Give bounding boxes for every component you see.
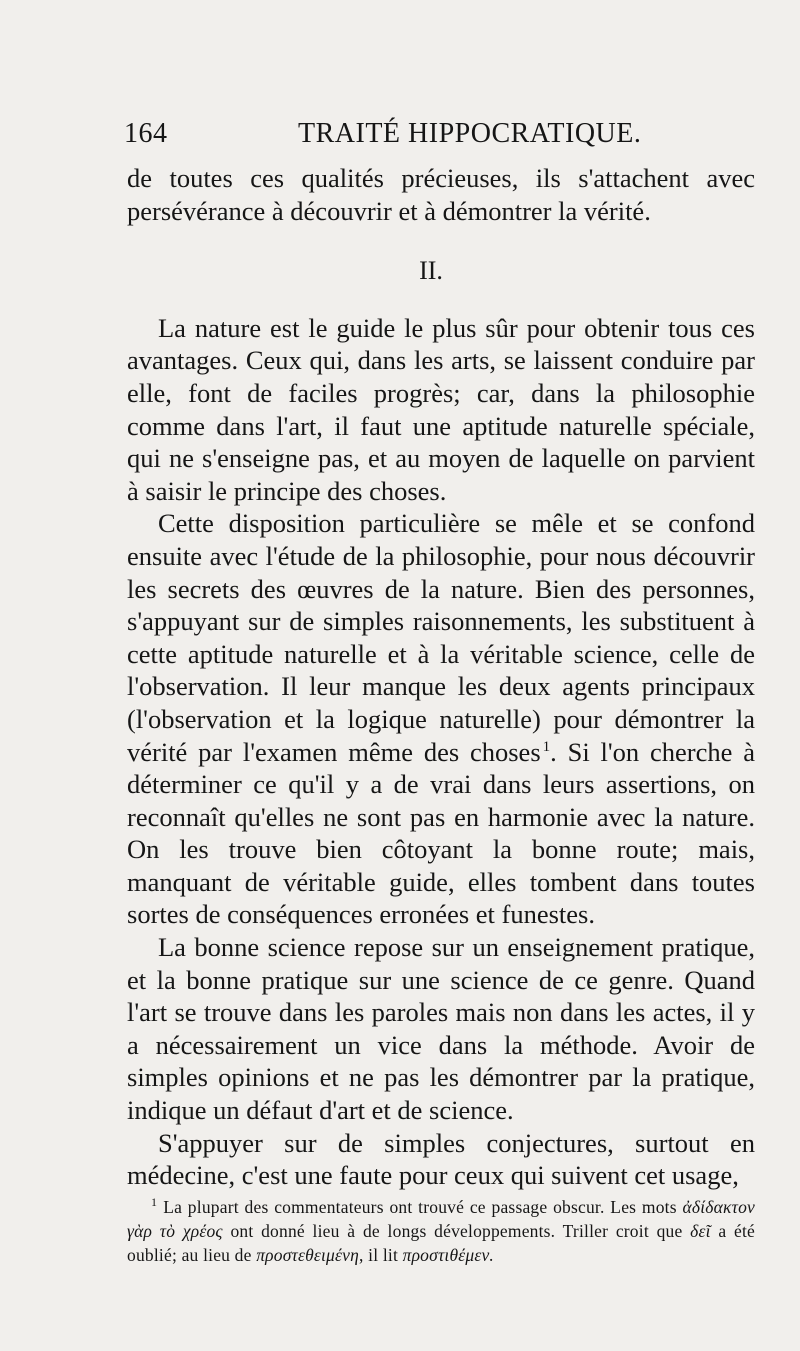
main-text	[127, 162, 755, 1192]
footnote	[127, 1195, 755, 1267]
opening-paragraph: de toutes ces qualités précieuses, ils s'attachent avec persévérance à découvrir et à démontrer la vérité.	[127, 163, 755, 226]
greek-word-3: προστεθειμένη	[256, 1245, 359, 1265]
footnote-mark: 1	[151, 1195, 158, 1210]
page-number: 164	[124, 118, 168, 149]
paragraph-3: La bonne science repose sur un enseignement pratique, et la bonne pratique sur une science de ce genre. Quand l'art se trouve dans les paroles mais non dans les actes, il y a nécessairement un vice dans la méthode. Avoir de simples opinions et ne pas les démontrer par la pratique, indique un défaut d'art et de science.	[127, 932, 755, 1126]
section-heading: II.	[419, 256, 443, 286]
paragraph-2-text-b: . Si l'on cherche à déterminer ce qu'il y a de vrai dans leurs assertions, on reconnaît qu'elles ne sont pas en harmonie avec la nature. On les trouve bien côtoyant la bonne route; mais, manquant de véritable guide, elles tombent dans toutes sortes de conséquences erronées et funestes.	[127, 736, 756, 930]
greek-word-2: δεῖ	[690, 1221, 711, 1241]
footnote-part-1: La plupart des commentateurs ont trouvé ce passage obscur. Les mots	[163, 1197, 677, 1217]
running-header	[118, 118, 758, 158]
greek-phrase-1: ἀδίδακτον γὰρ τὸ χρέος	[127, 1197, 755, 1241]
footnote-reference: 1	[542, 738, 551, 755]
footnote-text	[127, 1195, 755, 1267]
footnote-part-4: , il lit	[358, 1245, 399, 1265]
paragraph-2	[127, 507, 755, 931]
running-title: TRAITÉ HIPPOCRATIQUE.	[298, 118, 642, 149]
footnote-part-3: a été oublié; au lieu de	[127, 1221, 756, 1265]
paragraph-2-text-a: Cette disposition particulière se mêle et se confond ensuite avec l'étude de la philosophie, pour nous découvrir les secrets des œuvres de la nature. Bien des personnes, s'appuyant sur de simples raisonnements, les substituent à cette aptitude naturelle et à la véritable science, celle de l'observation. Il leur manque les deux agents principaux (l'observation et la logique naturelle) pour démontrer la vérité par l'examen même des choses	[127, 508, 755, 767]
paragraph-4: S'appuyer sur de simples conjectures, surtout en médecine, c'est une faute pour ceux qui suivent cet usage,	[127, 1127, 755, 1191]
paragraph-1: La nature est le guide le plus sûr pour obtenir tous ces avantages. Ceux qui, dans les arts, se laissent conduire par elle, font de faciles progrès; car, dans la philosophie comme dans l'art, il faut une aptitude naturelle spéciale, qui ne s'enseigne pas, et au moyen de laquelle on parvient à saisir le principe des choses.	[127, 312, 755, 506]
greek-word-4: προστιθέμεν.	[402, 1245, 494, 1265]
footnote-part-2: ont donné lieu à de longs développements. Triller croit que	[230, 1221, 683, 1241]
